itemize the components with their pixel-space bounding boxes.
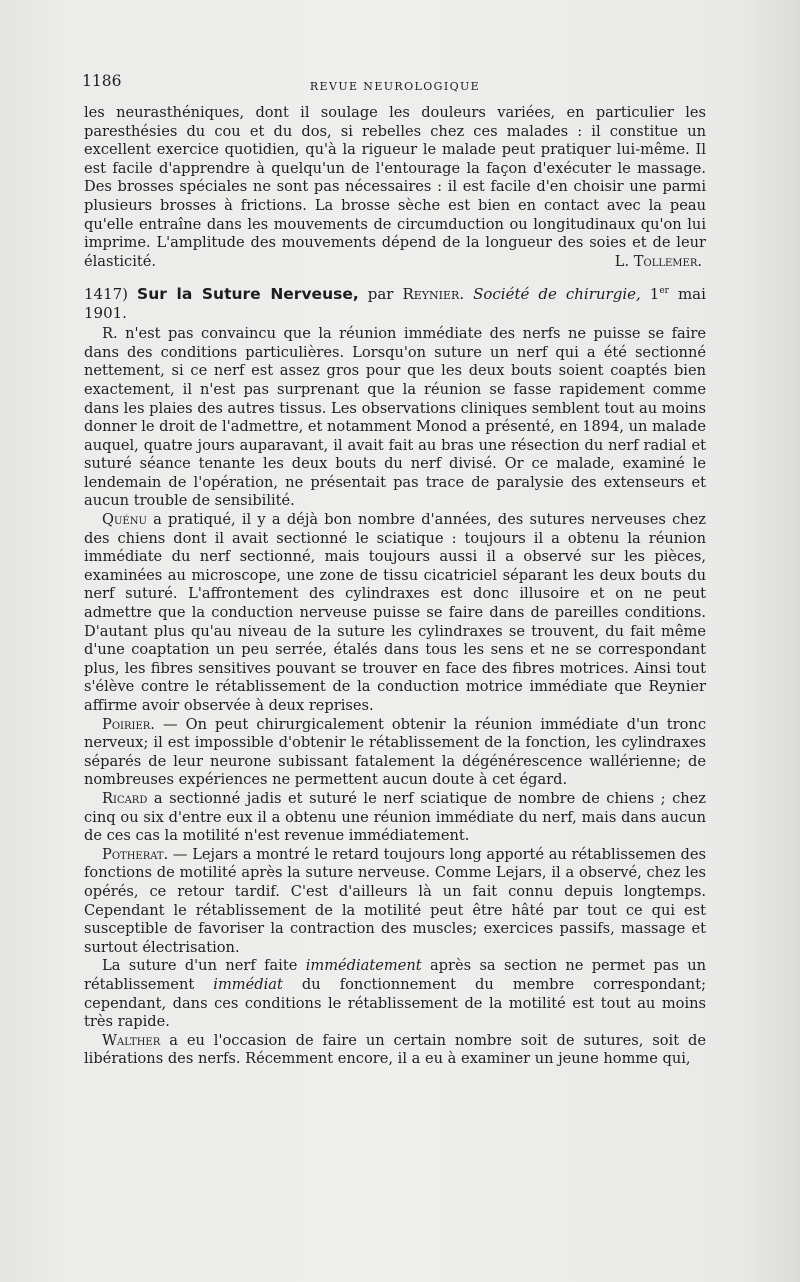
text-block — [84, 68, 706, 1069]
emphasis: immédiatement — [305, 957, 422, 975]
article-title: Sur la Suture Nerveuse, — [137, 284, 359, 303]
paragraph-text: La suture d'un nerf faite — [102, 957, 306, 975]
paragraph-walther — [84, 1032, 706, 1069]
speaker-name: Quénu — [102, 511, 147, 529]
emphasis: immédiat — [213, 975, 283, 993]
paragraph-quenu — [84, 511, 706, 716]
speaker-name: Potherat. — [102, 845, 169, 863]
article-date-day: 1 — [649, 284, 660, 303]
page-header — [84, 68, 706, 92]
paragraph-text: a pratiqué, il y a déjà bon nombre d'années, des sutures nerveuses chez des chiens dont il avait sectionné le sciatique : toujours il a obtenu la réunion immédiate du nerf sectionné, mais toujours aussi il a observé sur les pièces, examinées au microscope, une zone de tissu cicatriciel séparant les deux bouts du nerf suturé. L'affrontement des cylindraxes est donc illusoire et on ne peut admettre que la conduction nerveuse puisse se faire dans de pareilles conditions. D'autant plus qu'au niveau de la suture les cylindraxes se trouvent, du fait même d'une coaptation un peu serrée, étalés dans tous les sens et ne se correspondant plus, les fibres sensitives pouvant se trouver en face des fibres motrices. Ainsi tout s'élève contre le rétablissement de la conduction motrice immédiate que Reynier affirme avoir observée à deux reprises. — [84, 511, 706, 714]
article-date-rest: mai 1901. — [84, 284, 706, 322]
paragraph-text: après sa section ne permet pas un rétablissement — [84, 957, 707, 993]
paragraph-text: — Lejars a montré le retard toujours long apporté au rétablissemen des fonctions de motilité après la suture nerveuse. Comme Lejars, il a observé, chez les opérés, ce retour tardif. C'est d'ailleurs là un fait connu depuis longtemps. Cependant le rétablissement de la motilité peut être hâté par tout ce qui est susceptible de favoriser la contraction des muscles; exercices passifs, massage et surtout électrisation. — [84, 845, 706, 956]
running-title: REVUE NEUROLOGIQUE — [309, 80, 481, 93]
speaker-name: Poirier. — [102, 715, 155, 733]
paragraph-ricard — [84, 790, 706, 846]
paragraph-text: a sectionné jadis et suturé le nerf sciatique de nombre de chiens ; chez cinq ou six d'entre eux il a obtenu une réunion immédiate du nerf, mais dans aucun de ces cas la motilité n'est revenue immédiatement. — [84, 789, 706, 845]
article-heading — [84, 282, 706, 322]
paragraph-poirier — [84, 716, 706, 790]
speaker-name: Walther — [102, 1031, 161, 1049]
page-number: 1186 — [82, 72, 122, 90]
paragraph-potherat — [84, 846, 706, 958]
article-source: Société de chirurgie, — [473, 284, 641, 303]
paragraph-suture-immediate — [84, 957, 706, 1031]
article-number: 1417) — [84, 284, 129, 303]
article-by: par — [367, 284, 394, 303]
paragraph-text: du fonctionnement du membre correspondant; cependant, dans ces conditions le rétablissement de la motilité est tout au moins très rapide. — [84, 975, 706, 1031]
paragraph-text: a eu l'occasion de faire un certain nombre soit de sutures, soit de libérations des nerfs. Récemment encore, il a eu à examiner un jeune homme qui, — [84, 1031, 706, 1068]
intro-paragraph: les neurasthéniques, dont il soulage les douleurs variées, en particulier les paresthésies du cou et du dos, si rebelles chez ces malades : il constitue un excellent exercice quotidien, qu'à la rigueur le malade peut pratiquer lui-même. Il est facile d'apprendre à quelqu'un de l'entourage la façon d'exécuter le massage. Des brosses spéciales ne sont pas nécessaires : il est facile d'en choisir une parmi plusieurs brosses à frictions. La brosse sèche est bien en contact avec la peau qu'elle entraîne dans les mouvements de circumduction ou longitudinaux qu'on lui imprime. L'amplitude des mouvements dépend de la longueur des soies et de leur élasticité. — [84, 104, 706, 270]
speaker-name: Ricard — [102, 789, 148, 807]
article-author: Reynier. — [402, 284, 465, 303]
paragraph-reynier: R. n'est pas convaincu que la réunion immédiate des nerfs ne puisse se faire dans des conditions particulières. Lorsqu'on suture un nerf qui a été sectionné nettement, si ce nerf est assez gros pour que les deux bouts soient coaptés bien exactement, il n'est pas surprenant que la réunion se fasse rapidement comme dans les plaies des autres tissus. Les observations cliniques semblent tout au moins donner le droit de l'admettre, et notamment Monod a présenté, en 1894, un malade auquel, quatre jours auparavant, il avait fait au bras une résection du nerf radial et suturé séance tenante les deux bouts du nerf divisé. Or ce malade, examiné le lendemain de l'opération, ne présentait pas trace de paralysie des extenseurs et aucun trouble de sensibilité. — [84, 325, 706, 510]
paragraph-text: — On peut chirurgicalement obtenir la réunion immédiate d'un tronc nerveux; il est impossible d'obtenir le rétablissement de la fonction, les cylindraxes séparés de leur neurone subissant fatalement la dégénérescence wallérienne; de nombreuses expériences ne permettent aucun doute à cet égard. — [84, 715, 706, 789]
signature: L. Tollemer. — [614, 253, 702, 271]
article-date-suffix: er — [659, 285, 669, 296]
